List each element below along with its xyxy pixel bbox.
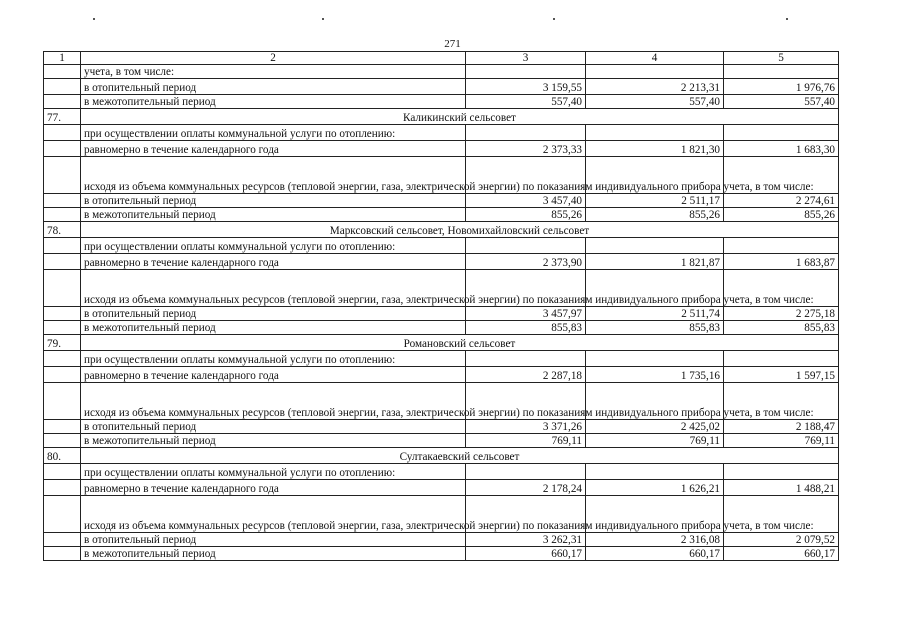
- table-row: [44, 194, 839, 208]
- row-number-cell: [44, 157, 81, 194]
- table-row: [44, 95, 839, 109]
- table-row: [44, 464, 839, 480]
- row-number-cell: [44, 321, 81, 335]
- row-number-cell: [44, 547, 81, 561]
- value-cell: 3 457,40: [466, 194, 586, 208]
- table-row: [44, 125, 839, 141]
- value-cell: 1 683,87: [724, 254, 839, 270]
- value-cell: 2 373,90: [466, 254, 586, 270]
- value-cell: 3 457,97: [466, 307, 586, 321]
- row-label: в отопительный период: [81, 420, 466, 434]
- value-cell: [466, 125, 586, 141]
- row-label: в межотопительный период: [81, 95, 466, 109]
- value-cell: 3 371,26: [466, 420, 586, 434]
- row-label: в межотопительный период: [81, 208, 466, 222]
- row-number-cell: [44, 307, 81, 321]
- tariff-table: [43, 51, 839, 561]
- value-cell: 2 287,18: [466, 367, 586, 383]
- row-label: равномерно в течение календарного года: [81, 367, 466, 383]
- table-row: [44, 367, 839, 383]
- table-row: [44, 351, 839, 367]
- row-label: в отопительный период: [81, 307, 466, 321]
- row-label: учета, в том числе:: [81, 65, 466, 79]
- table-row: [44, 141, 839, 157]
- row-label: исходя из объема коммунальных ресурсов (тепловой энергии, газа, электрической энергии) по показаниям индивидуального прибора учета, в том числе:: [81, 496, 466, 533]
- value-cell: 769,11: [724, 434, 839, 448]
- section-header-row: [44, 109, 839, 125]
- row-number-cell: [44, 141, 81, 157]
- column-number-row: [44, 52, 839, 65]
- row-label: при осуществлении оплаты коммунальной услуги по отоплению:: [81, 464, 466, 480]
- row-number-cell: [44, 434, 81, 448]
- value-cell: 855,83: [586, 321, 724, 335]
- column-number: 3: [466, 52, 586, 65]
- value-cell: 855,26: [724, 208, 839, 222]
- table-row: [44, 208, 839, 222]
- row-number-cell: [44, 270, 81, 307]
- scan-speck: [322, 18, 324, 20]
- scan-speck: [93, 18, 95, 20]
- value-cell: 660,17: [466, 547, 586, 561]
- row-number-cell: [44, 496, 81, 533]
- value-cell: 2 213,31: [586, 79, 724, 95]
- value-cell: [724, 238, 839, 254]
- value-cell: 2 275,18: [724, 307, 839, 321]
- section-name: Султакаевский сельсовет: [81, 448, 839, 464]
- tariff-table-body: [44, 52, 839, 561]
- value-cell: 2 373,33: [466, 141, 586, 157]
- row-number-cell: [44, 464, 81, 480]
- row-label: в межотопительный период: [81, 434, 466, 448]
- value-cell: 2 511,74: [586, 307, 724, 321]
- value-cell: 1 597,15: [724, 367, 839, 383]
- row-label: при осуществлении оплаты коммунальной услуги по отоплению:: [81, 238, 466, 254]
- value-cell: [586, 464, 724, 480]
- table-row: [44, 65, 839, 79]
- value-cell: 1 683,30: [724, 141, 839, 157]
- row-label: при осуществлении оплаты коммунальной услуги по отоплению:: [81, 351, 466, 367]
- table-row: [44, 533, 839, 547]
- value-cell: 3 159,55: [466, 79, 586, 95]
- column-number: 5: [724, 52, 839, 65]
- table-row: [44, 496, 839, 533]
- value-cell: 1 821,87: [586, 254, 724, 270]
- value-cell: [466, 464, 586, 480]
- value-cell: [724, 65, 839, 79]
- row-label: равномерно в течение календарного года: [81, 254, 466, 270]
- column-number: 4: [586, 52, 724, 65]
- scan-speck: [786, 18, 788, 20]
- table-row: [44, 157, 839, 194]
- row-number-cell: [44, 79, 81, 95]
- row-label: в отопительный период: [81, 79, 466, 95]
- value-cell: [724, 351, 839, 367]
- value-cell: 855,83: [724, 321, 839, 335]
- value-cell: 1 488,21: [724, 480, 839, 496]
- table-row: [44, 480, 839, 496]
- row-number-cell: [44, 420, 81, 434]
- table-row: [44, 420, 839, 434]
- row-number-cell: [44, 125, 81, 141]
- scan-speck: [553, 18, 555, 20]
- value-cell: 3 262,31: [466, 533, 586, 547]
- value-cell: 2 079,52: [724, 533, 839, 547]
- value-cell: 2 188,47: [724, 420, 839, 434]
- column-number: 1: [44, 52, 81, 65]
- value-cell: [724, 464, 839, 480]
- value-cell: 1 976,76: [724, 79, 839, 95]
- section-number: 78.: [44, 222, 81, 238]
- value-cell: [466, 65, 586, 79]
- value-cell: 2 178,24: [466, 480, 586, 496]
- value-cell: 660,17: [586, 547, 724, 561]
- value-cell: [724, 125, 839, 141]
- row-label: равномерно в течение календарного года: [81, 141, 466, 157]
- value-cell: 1 821,30: [586, 141, 724, 157]
- value-cell: 855,26: [586, 208, 724, 222]
- row-label: при осуществлении оплаты коммунальной услуги по отоплению:: [81, 125, 466, 141]
- value-cell: 855,26: [466, 208, 586, 222]
- value-cell: 855,83: [466, 321, 586, 335]
- section-header-row: [44, 335, 839, 351]
- value-cell: 769,11: [586, 434, 724, 448]
- table-row: [44, 547, 839, 561]
- section-number: 80.: [44, 448, 81, 464]
- row-label: исходя из объема коммунальных ресурсов (тепловой энергии, газа, электрической энергии) по показаниям индивидуального прибора учета, в том числе:: [81, 157, 466, 194]
- row-label: равномерно в течение календарного года: [81, 480, 466, 496]
- row-label: в отопительный период: [81, 194, 466, 208]
- section-number: 77.: [44, 109, 81, 125]
- value-cell: [586, 351, 724, 367]
- value-cell: 769,11: [466, 434, 586, 448]
- value-cell: 2 425,02: [586, 420, 724, 434]
- table-row: [44, 238, 839, 254]
- row-number-cell: [44, 194, 81, 208]
- table-row: [44, 307, 839, 321]
- value-cell: [586, 238, 724, 254]
- table-row: [44, 383, 839, 420]
- value-cell: 1 626,21: [586, 480, 724, 496]
- value-cell: [466, 238, 586, 254]
- table-row: [44, 254, 839, 270]
- row-label: исходя из объема коммунальных ресурсов (тепловой энергии, газа, электрической энергии) по показаниям индивидуального прибора учета, в том числе:: [81, 383, 466, 420]
- page-number: 271: [444, 38, 461, 50]
- row-number-cell: [44, 383, 81, 420]
- row-number-cell: [44, 351, 81, 367]
- section-header-row: [44, 222, 839, 238]
- section-header-row: [44, 448, 839, 464]
- row-label: в межотопительный период: [81, 321, 466, 335]
- table-row: [44, 321, 839, 335]
- table-row: [44, 79, 839, 95]
- row-number-cell: [44, 254, 81, 270]
- row-label: в межотопительный период: [81, 547, 466, 561]
- row-label: в отопительный период: [81, 533, 466, 547]
- table-row: [44, 434, 839, 448]
- section-number: 79.: [44, 335, 81, 351]
- row-number-cell: [44, 208, 81, 222]
- value-cell: 557,40: [724, 95, 839, 109]
- value-cell: 1 735,16: [586, 367, 724, 383]
- value-cell: [466, 351, 586, 367]
- value-cell: 557,40: [586, 95, 724, 109]
- value-cell: 557,40: [466, 95, 586, 109]
- table-row: [44, 270, 839, 307]
- value-cell: 660,17: [724, 547, 839, 561]
- section-name: Романовский сельсовет: [81, 335, 839, 351]
- value-cell: [586, 65, 724, 79]
- row-number-cell: [44, 95, 81, 109]
- section-name: Марксовский сельсовет, Новомихайловский сельсовет: [81, 222, 839, 238]
- value-cell: 2 316,08: [586, 533, 724, 547]
- row-number-cell: [44, 480, 81, 496]
- value-cell: 2 511,17: [586, 194, 724, 208]
- section-name: Каликинский сельсовет: [81, 109, 839, 125]
- row-label: исходя из объема коммунальных ресурсов (тепловой энергии, газа, электрической энергии) по показаниям индивидуального прибора учета, в том числе:: [81, 270, 466, 307]
- row-number-cell: [44, 238, 81, 254]
- row-number-cell: [44, 65, 81, 79]
- value-cell: [586, 125, 724, 141]
- value-cell: 2 274,61: [724, 194, 839, 208]
- row-number-cell: [44, 367, 81, 383]
- row-number-cell: [44, 533, 81, 547]
- column-number: 2: [81, 52, 466, 65]
